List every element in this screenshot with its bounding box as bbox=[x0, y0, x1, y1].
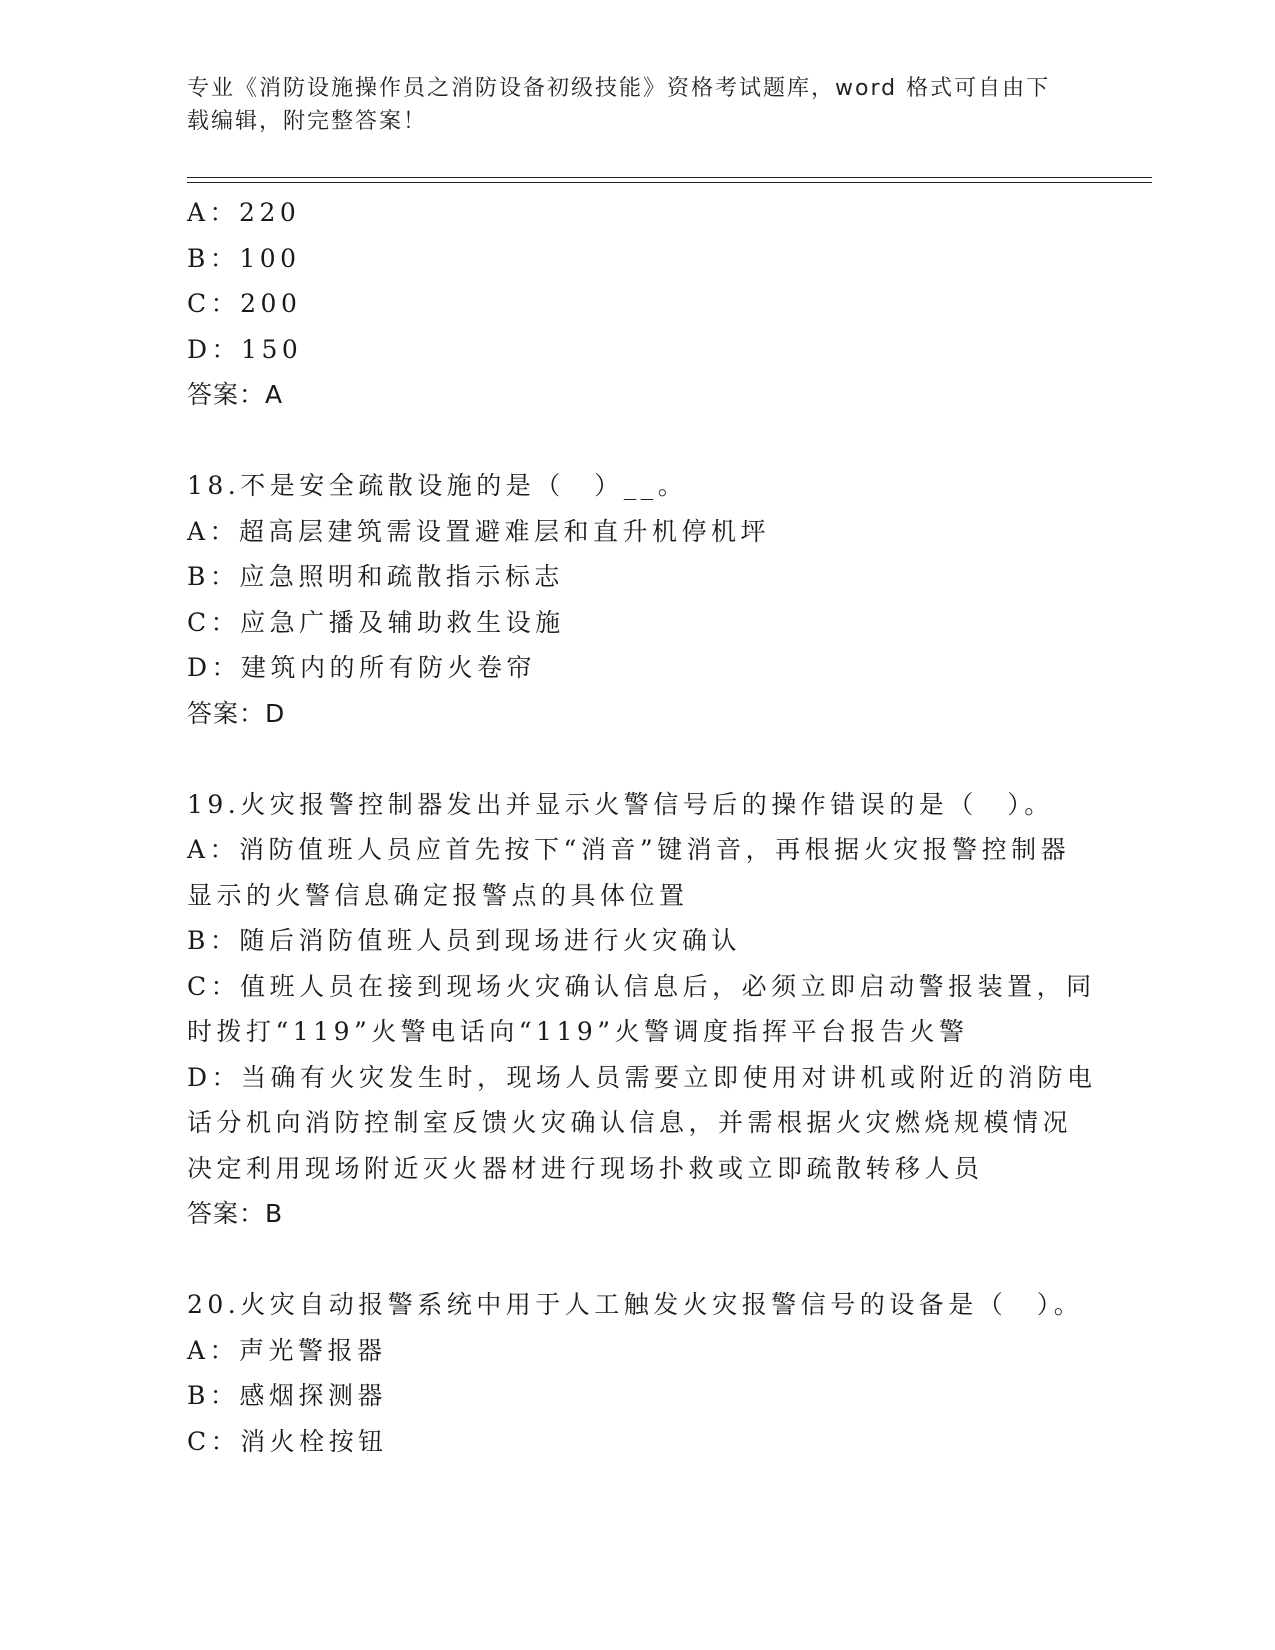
option-d-line-2: 话分机向消防控制室反馈火灾确认信息，并需根据火灾燃烧规模情况 bbox=[187, 1108, 1073, 1137]
option-d-line-3: 决定利用现场附近灭火器材进行现场扑救或立即疏散转移人员 bbox=[187, 1153, 984, 1183]
question-stem: 18.不是安全疏散设施的是（ ）__。 bbox=[187, 471, 688, 500]
question-18 bbox=[187, 463, 1087, 736]
option-d: D：150 bbox=[187, 334, 303, 364]
document-header bbox=[187, 72, 1067, 138]
option-d-line-1: D：当确有火灾发生时，现场人员需要立即使用对讲机或附近的消防电 bbox=[187, 1062, 1097, 1092]
option-c-line-1: C：值班人员在接到现场火灾确认信息后，必须立即启动警报装置，同 bbox=[187, 971, 1096, 1001]
question-list bbox=[187, 190, 1097, 1464]
answer: 答案：A bbox=[187, 380, 284, 409]
option-b: B：应急照明和疏散指示标志 bbox=[187, 562, 564, 591]
question-stem: 20.火灾自动报警系统中用于人工触发火灾报警信号的设备是（ ）。 bbox=[187, 1290, 1084, 1319]
spacer bbox=[187, 1237, 1087, 1283]
option-a: A：超高层建筑需设置避难层和直升机停机坪 bbox=[187, 516, 771, 546]
option-c: C：应急广播及辅助救生设施 bbox=[187, 607, 565, 637]
header-line-1: 专业《消防设施操作员之消防设备初级技能》资格考试题库，word 格式可自由下 bbox=[187, 76, 1051, 101]
header-line-2: 载编辑，附完整答案！ bbox=[187, 109, 428, 134]
option-c: C：200 bbox=[187, 289, 302, 318]
option-a: A：声光警报器 bbox=[187, 1335, 387, 1365]
option-a-line-1: A：消防值班人员应首先按下“消音”键消音，再根据火灾报警控制器 bbox=[187, 835, 1071, 864]
question-19 bbox=[187, 782, 1097, 1237]
option-b: B：100 bbox=[187, 243, 301, 273]
option-a-line-2: 显示的火警信息确定报警点的具体位置 bbox=[187, 880, 689, 910]
option-a: A：220 bbox=[187, 198, 301, 227]
option-b: B：感烟探测器 bbox=[187, 1381, 387, 1410]
option-d: D：建筑内的所有防火卷帘 bbox=[187, 653, 537, 682]
header-rule-top bbox=[187, 177, 1152, 178]
question-20 bbox=[187, 1282, 1087, 1464]
option-c: C：消火栓按钮 bbox=[187, 1426, 388, 1456]
header-rule-bottom bbox=[187, 182, 1152, 183]
question-stem: 19.火灾报警控制器发出并显示火警信号后的操作错误的是（ ）。 bbox=[187, 789, 1054, 819]
answer: 答案：B bbox=[187, 1199, 284, 1228]
spacer bbox=[187, 418, 1087, 464]
spacer bbox=[187, 736, 1087, 782]
answer: 答案：D bbox=[187, 698, 286, 728]
option-b: B：随后消防值班人员到现场进行火灾确认 bbox=[187, 926, 741, 955]
option-c-line-2: 时拨打“119”火警电话向“119”火警调度指挥平台报告火警 bbox=[187, 1017, 969, 1046]
question-17-continued bbox=[187, 190, 1087, 418]
